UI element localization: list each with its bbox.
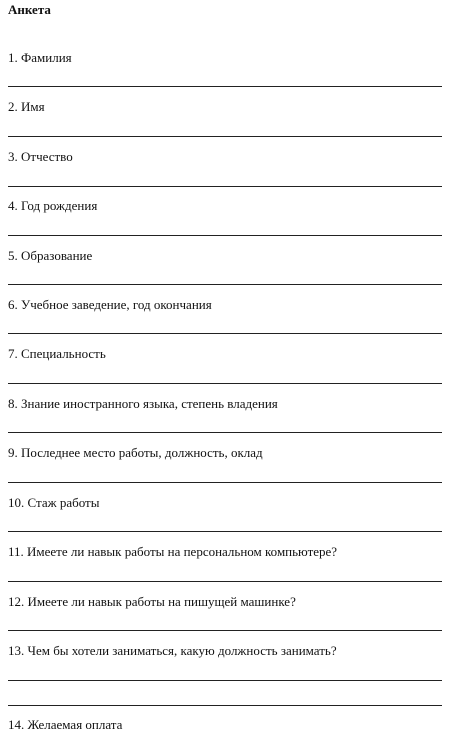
question-foreign-language-label: 8. Знание иностранного языка, степень владения (8, 396, 278, 411)
answer-line-pc-skills[interactable] (8, 581, 442, 582)
question-pc-skills-label: 11. Имеете ли навык работы на персональном компьютере? (8, 544, 338, 559)
answer-line-desired-position-1[interactable] (8, 680, 442, 681)
question-education-label: 5. Образование (8, 248, 93, 263)
question-desired-salary-label: 14. Желаемая оплата (8, 717, 123, 732)
answer-line-last-job[interactable] (8, 482, 442, 483)
question-work-experience-label: 10. Стаж работы (8, 495, 100, 510)
question-last-job-label: 9. Последнее место работы, должность, оклад (8, 445, 263, 460)
answer-line-work-experience[interactable] (8, 531, 442, 532)
answer-line-specialty[interactable] (8, 383, 442, 384)
answer-line-desired-position-2[interactable] (8, 705, 442, 706)
question-surname-label: 1. Фамилия (8, 50, 72, 65)
answer-line-foreign-language[interactable] (8, 432, 442, 433)
answer-line-surname[interactable] (8, 86, 442, 87)
question-typewriter-skills-label: 12. Имеете ли навык работы на пишущей машинке? (8, 594, 296, 609)
answer-line-education[interactable] (8, 284, 442, 285)
question-desired-position-label: 13. Чем бы хотели заниматься, какую должность занимать? (8, 643, 337, 658)
form-title: Анкета (8, 2, 51, 17)
question-institution-label: 6. Учебное заведение, год окончания (8, 297, 212, 312)
answer-line-birth-year[interactable] (8, 235, 442, 236)
answer-line-patronymic[interactable] (8, 186, 442, 187)
question-birth-year-label: 4. Год рождения (8, 198, 98, 213)
question-name-label: 2. Имя (8, 99, 45, 114)
answer-line-typewriter-skills[interactable] (8, 630, 442, 631)
answer-line-institution[interactable] (8, 333, 442, 334)
question-specialty-label: 7. Специальность (8, 346, 106, 361)
answer-line-name[interactable] (8, 136, 442, 137)
question-patronymic-label: 3. Отчество (8, 149, 73, 164)
